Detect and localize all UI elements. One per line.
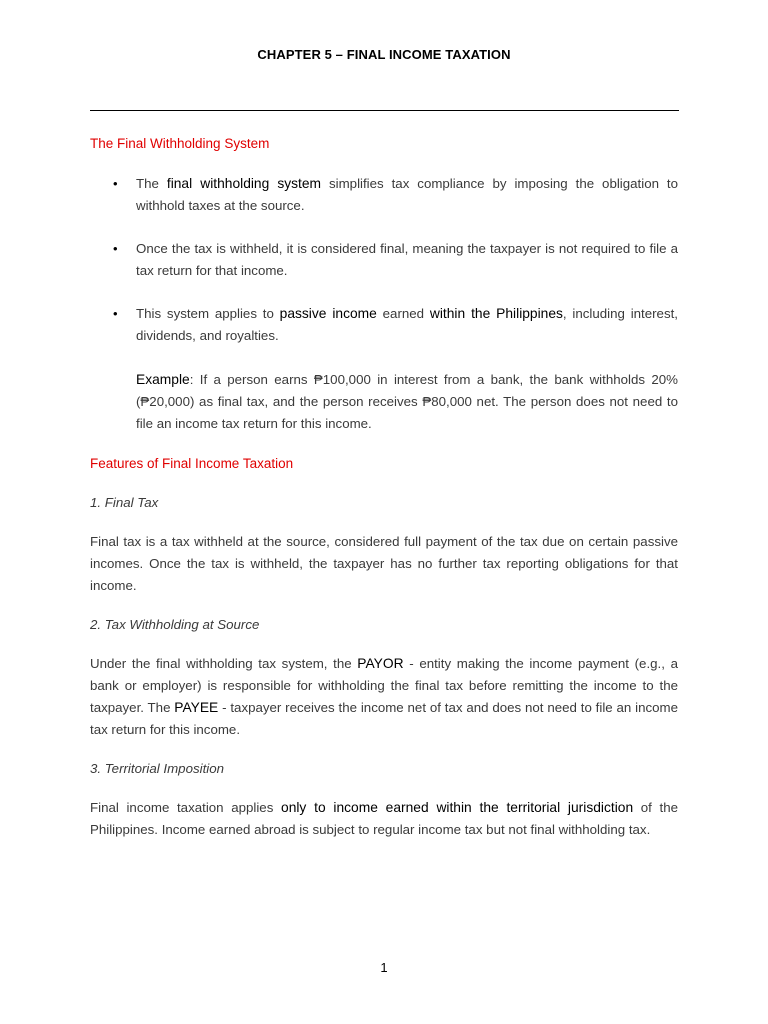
section-heading-final-withholding-system: The Final Withholding System	[90, 136, 270, 151]
bullet-emphasis: final withholding system	[166, 176, 322, 191]
bullet-emphasis: passive income	[279, 306, 377, 321]
bullet-item	[90, 303, 678, 347]
bullet-icon: •	[113, 241, 118, 256]
example-label: Example	[136, 372, 190, 387]
paragraph-final-tax: Final tax is a tax withheld at the source, considered full payment of the tax due on certain passive incomes. Once the tax is withheld, the taxpayer has no further tax reporting obligations for that income.	[90, 534, 678, 593]
para-text-pre: Final income taxation applies	[90, 800, 282, 815]
para-text-post: of the Philippines. Income earned abroad is subject to regular income tax but not final withholding tax.	[90, 800, 679, 837]
page-content	[90, 133, 678, 841]
bullet-icon: •	[113, 306, 118, 321]
bullet-icon: •	[113, 176, 118, 191]
subheading-final-tax: 1. Final Tax	[90, 495, 159, 510]
page-number: 1	[380, 960, 388, 975]
para-text-mid: - entity making the income payment (e.g., a bank or employer) is responsible for withholding the final tax before remitting the income to the taxpayer. The	[90, 656, 678, 715]
payor-term: PAYOR	[357, 656, 404, 671]
paragraph-territorial-imposition	[90, 797, 678, 841]
bullet-text-pre: The	[136, 176, 167, 191]
bullet-list	[90, 173, 678, 347]
chapter-title: CHAPTER 5 – FINAL INCOME TAXATION	[257, 47, 511, 62]
bullet-text-mid: earned	[376, 306, 430, 321]
bullet-text: Once the tax is withheld, it is considered final, meaning the taxpayer is not required to file a tax return for that income.	[136, 241, 678, 278]
bullet-text-post: , including interest, dividends, and royalties.	[136, 306, 678, 343]
bullet-item	[90, 238, 678, 282]
example-paragraph	[90, 369, 678, 435]
paragraph-withholding-at-source	[90, 653, 678, 741]
para-text-pre: Under the final withholding tax system, the	[90, 656, 358, 671]
subheading-withholding-at-source: 2. Tax Withholding at Source	[90, 617, 260, 632]
subheading-territorial-imposition: 3. Territorial Imposition	[90, 761, 225, 776]
header-divider	[90, 110, 679, 111]
payee-term: PAYEE	[174, 700, 219, 715]
bullet-text-pre: This system applies to	[136, 306, 280, 321]
territorial-emphasis: only to income earned within the territorial jurisdiction	[281, 800, 634, 815]
bullet-emphasis: within the Philippines	[429, 306, 563, 321]
section-heading-features: Features of Final Income Taxation	[90, 456, 294, 471]
example-text: : If a person earns ₱100,000 in interest from a bank, the bank withholds 20% (₱20,000) as final tax, and the person receives ₱80,000 net. The person does not need to file an income tax return for this income.	[136, 372, 678, 431]
para-text-post: - taxpayer receives the income net of tax and does not need to file an income tax return for this income.	[90, 700, 678, 737]
bullet-text-post: simplifies tax compliance by imposing the obligation to withhold taxes at the source.	[136, 176, 679, 213]
bullet-item	[90, 173, 678, 217]
